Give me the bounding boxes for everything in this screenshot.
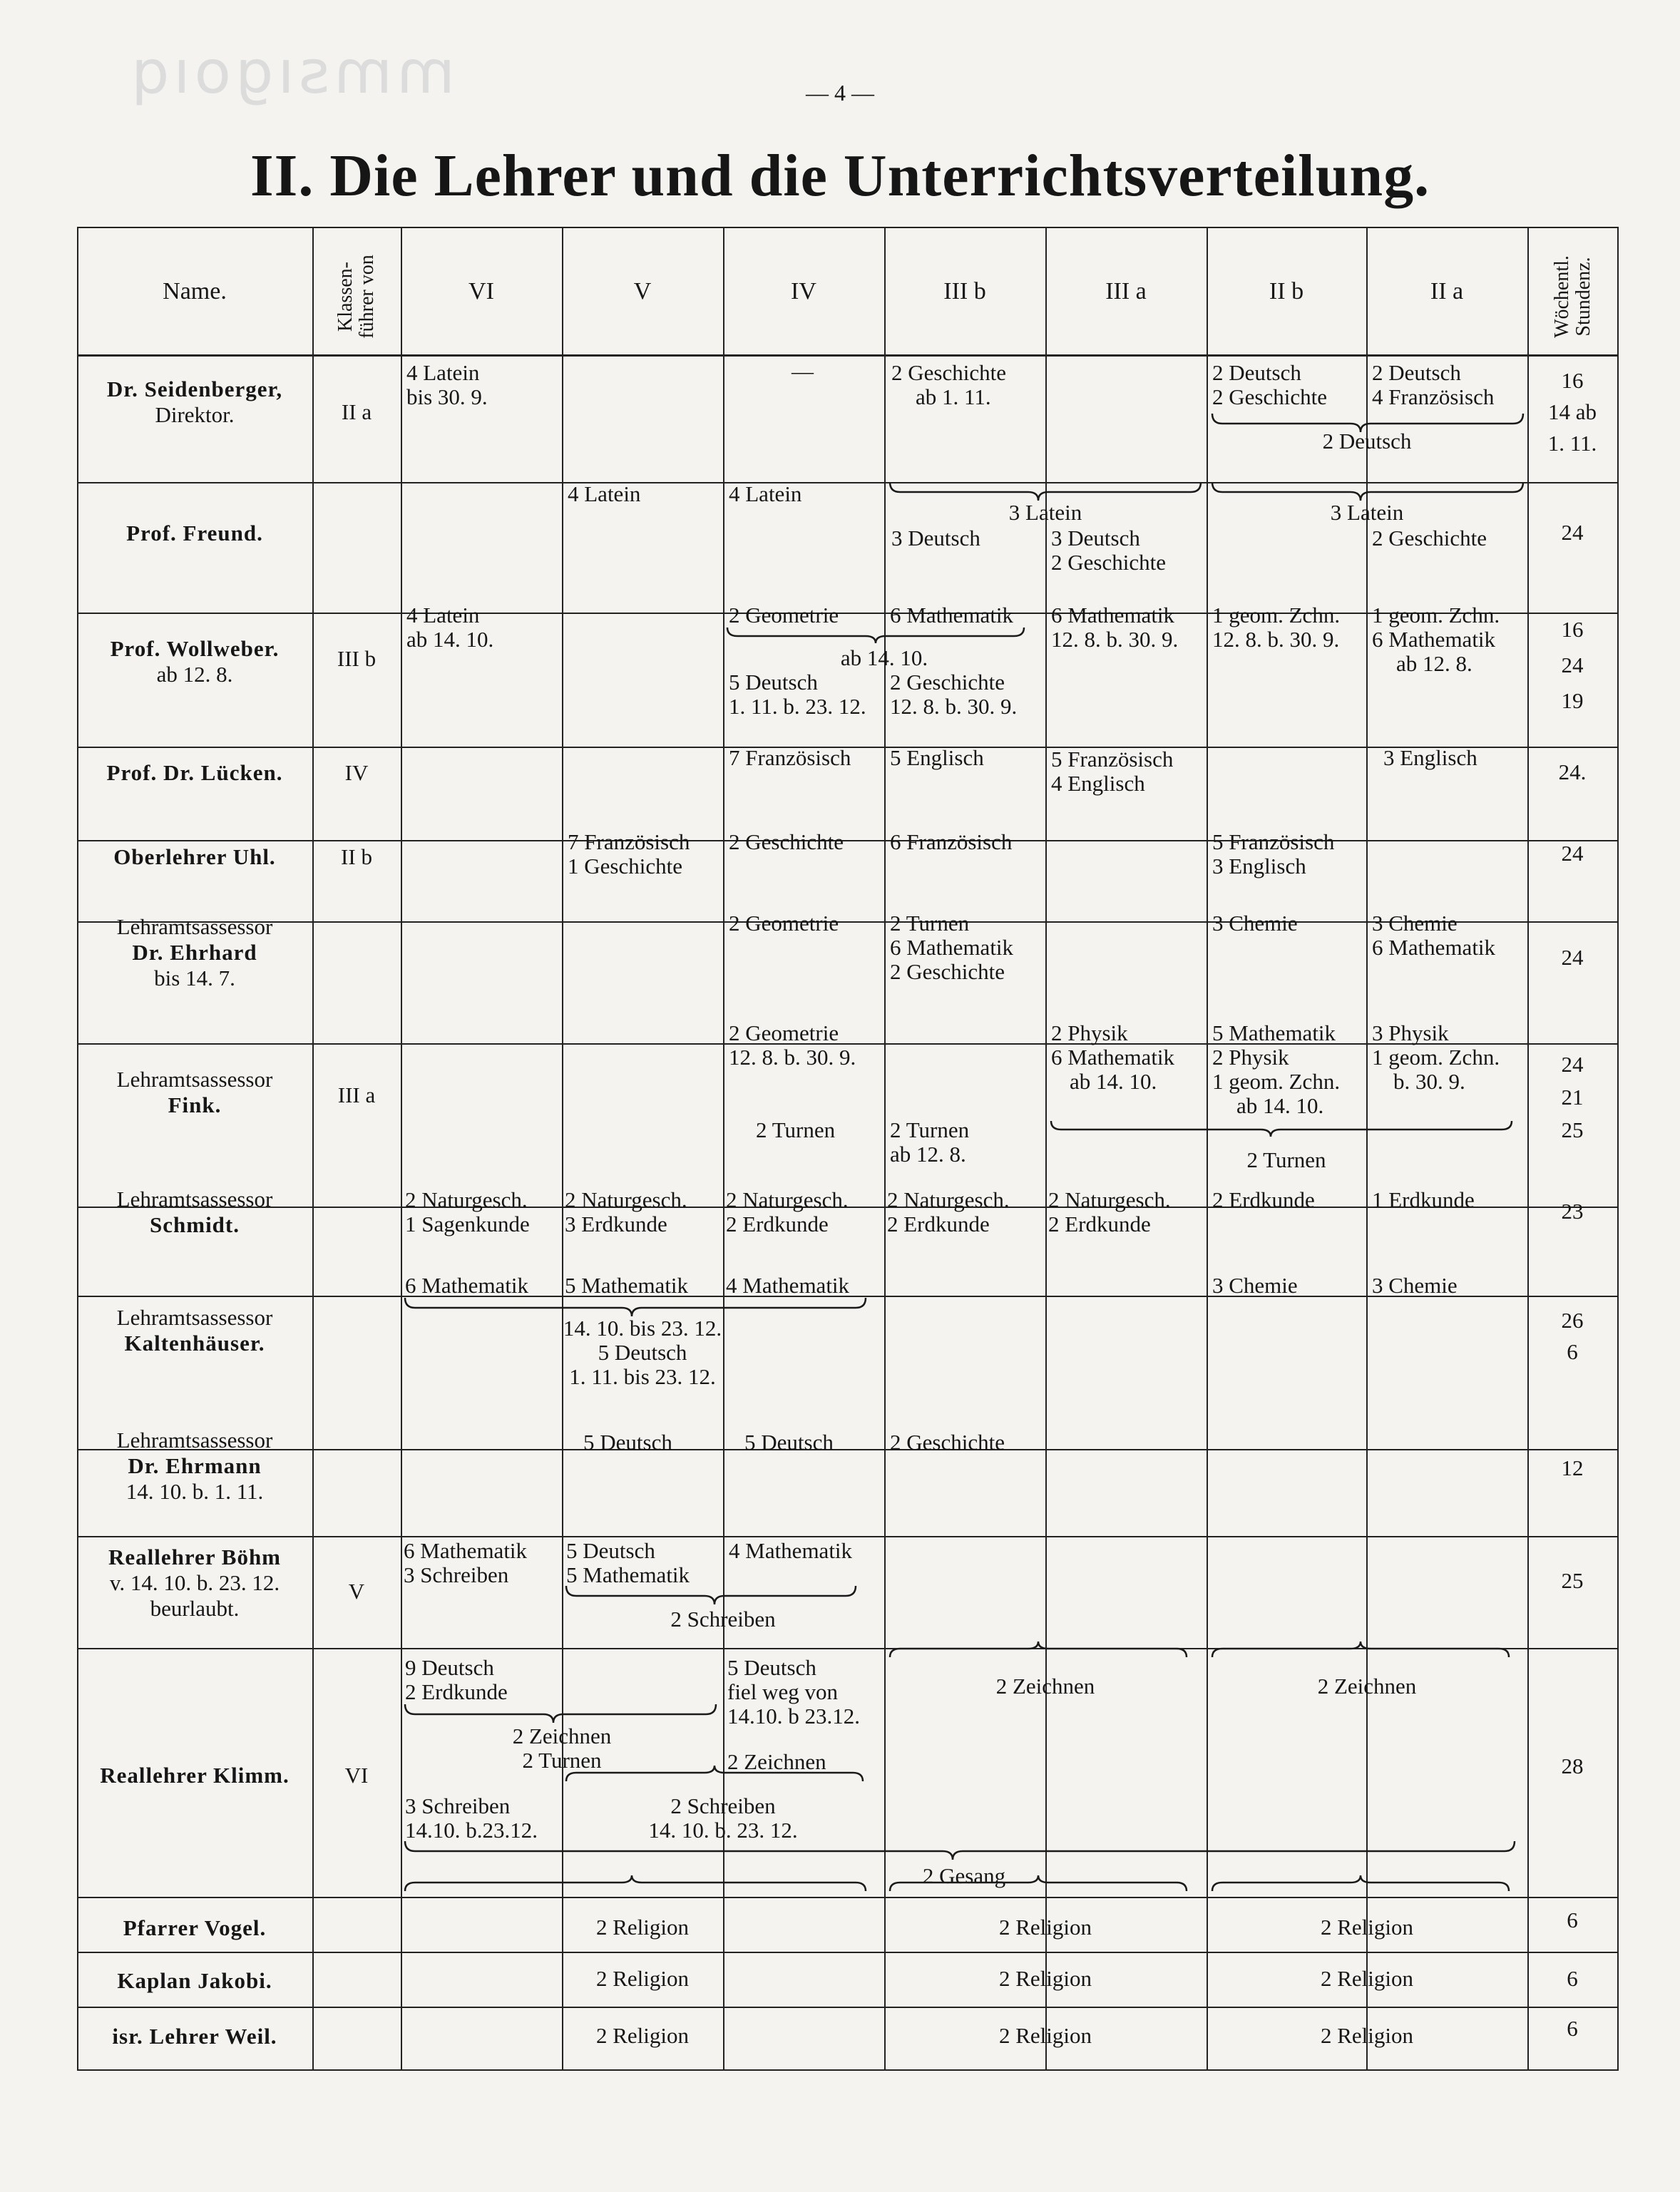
brace <box>405 1875 866 1891</box>
lesson-cell: 4 Latein ab 14. 10. <box>406 603 494 652</box>
lesson-cell: 5 Mathematik <box>565 1273 689 1298</box>
teacher-name: Kaplan Jakobi. <box>117 1968 272 1993</box>
lesson-cell: 2 Geschichte ab 1. 11. <box>891 360 1006 409</box>
lesson-cell: 5 Deutsch fiel weg von 14.10. b 23.12. <box>727 1655 860 1728</box>
lesson-cell: 3 Schreiben 14.10. b.23.12. <box>405 1793 538 1843</box>
weekly-hours: 23 <box>1561 1199 1584 1224</box>
brace <box>566 1586 856 1604</box>
lesson-span: 2 Religion <box>595 1915 690 1940</box>
lesson-cell: 7 Französisch 1 Geschichte <box>568 829 690 879</box>
lesson-cell: 4 Latein <box>568 481 641 506</box>
class-leader: III a <box>337 1082 376 1107</box>
header-class-vi: VI <box>468 278 494 304</box>
lesson-cell: 2 Deutsch 4 Französisch <box>1372 360 1495 409</box>
weekly-hours: 24 <box>1561 945 1584 970</box>
weekly-hours: 24. <box>1558 759 1587 784</box>
lesson-span: 2 Gesang <box>922 1863 1006 1888</box>
lesson-span: 2 Zeichnen <box>1317 1674 1417 1699</box>
lesson-cell: 6 Mathematik <box>890 603 1014 628</box>
teacher-name: Lehramtsassessor Kaltenhäuser. <box>116 1305 273 1356</box>
lesson-cell: 6 Französisch <box>890 829 1013 854</box>
lesson-cell: 9 Deutsch 2 Erdkunde <box>405 1655 508 1704</box>
teacher-name: Prof. Dr. Lücken. <box>106 760 283 785</box>
lesson-cell: 3 Deutsch <box>891 526 980 550</box>
teacher-name: Lehramtsassessor Schmidt. <box>116 1187 273 1237</box>
brace <box>566 1766 863 1781</box>
teacher-name: Pfarrer Vogel. <box>123 1915 267 1940</box>
lesson-cell: 2 Turnen 6 Mathematik 2 Geschichte <box>890 911 1014 984</box>
lesson-cell: 2 Geometrie <box>729 911 839 936</box>
lesson-cell: 5 Deutsch 1. 11. b. 23. 12. <box>729 670 866 719</box>
lesson-cell: 6 Mathematik 12. 8. b. 30. 9. <box>1051 603 1179 652</box>
lesson-span: 2 Religion <box>998 2023 1092 2048</box>
lesson-cell: 2 Turnen ab 12. 8. <box>890 1117 970 1167</box>
lesson-cell: 3 Physik 1 geom. Zchn. b. 30. 9. <box>1372 1020 1500 1094</box>
lesson-cell: 2 Deutsch 2 Geschichte <box>1212 360 1327 409</box>
weekly-hours: 6 <box>1567 1907 1578 1932</box>
weekly-hours: 24 21 25 <box>1561 1052 1584 1142</box>
lesson-cell: 2 Geschichte <box>890 1430 1005 1455</box>
brace <box>405 1841 1515 1860</box>
lesson-cell: 2 Zeichnen <box>727 1749 826 1774</box>
lesson-cell: 3 Englisch <box>1383 745 1477 770</box>
weekly-hours: 16 14 ab 1. 11. <box>1547 368 1597 456</box>
header-class-iv: IV <box>791 278 816 304</box>
weekly-hours: 6 <box>1567 1966 1578 1991</box>
lesson-cell: 5 Französisch 3 Englisch <box>1212 829 1335 879</box>
lesson-cell: 6 Mathematik <box>405 1273 529 1298</box>
weekly-hours: 24 <box>1561 520 1584 545</box>
lesson-cell: 5 Mathematik 2 Physik 1 geom. Zchn. ab 14. 10. <box>1212 1020 1341 1118</box>
teacher-name: Reallehrer Böhm v. 14. 10. b. 23. 12. beurlaubt. <box>108 1545 282 1621</box>
lesson-cell: 4 Latein bis 30. 9. <box>406 360 488 409</box>
weekly-hours: 12 <box>1561 1455 1584 1480</box>
weekly-hours: 28 <box>1561 1753 1584 1778</box>
page-number: — 4 — <box>806 80 874 106</box>
lesson-cell: 1 Erdkunde <box>1372 1187 1475 1212</box>
lesson-cell: 2 Turnen <box>756 1117 836 1142</box>
brace <box>1212 1875 1509 1891</box>
weekly-hours: 6 <box>1567 2016 1578 2041</box>
brace <box>1051 1121 1512 1137</box>
lesson-cell: 4 Mathematik <box>726 1273 850 1298</box>
lesson-span: 2 Religion <box>998 1966 1092 1991</box>
lesson-span: 2 Deutsch <box>1322 429 1412 454</box>
lesson-cell: 3 Deutsch 2 Geschichte <box>1051 526 1166 575</box>
lesson-cell: — <box>792 359 814 384</box>
class-leader: IV <box>344 760 369 785</box>
lesson-cell: 2 Naturgesch. 2 Erdkunde <box>1048 1187 1171 1236</box>
bleed-through-text: mmsıgoıq <box>127 37 456 107</box>
lesson-cell: 4 Latein <box>729 481 802 506</box>
lesson-span: 2 Schreiben <box>670 1607 776 1632</box>
lesson-span: 3 Latein <box>1008 500 1082 525</box>
header-class-iia: II a <box>1430 278 1464 304</box>
weekly-hours: 16 24 19 <box>1561 617 1584 713</box>
class-leader: II a <box>341 399 372 424</box>
weekly-hours: 25 <box>1561 1568 1584 1593</box>
weekly-hours: 26 6 <box>1561 1308 1584 1364</box>
brace <box>1212 482 1523 501</box>
lesson-cell: 2 Naturgesch. 2 Erdkunde <box>887 1187 1010 1236</box>
page-title: II. Die Lehrer und die Unterrichtsverteilung. <box>250 143 1430 209</box>
lesson-cell: 5 Deutsch 5 Mathematik <box>566 1538 690 1587</box>
brace <box>890 482 1201 501</box>
class-leader: VI <box>344 1763 369 1788</box>
header-class-v: V <box>633 278 652 304</box>
teacher-name: Reallehrer Klimm. <box>100 1763 290 1788</box>
lesson-span: 2 Turnen <box>1246 1147 1326 1172</box>
lesson-span: 14. 10. bis 23. 12. 5 Deutsch 1. 11. bis 23. 12. <box>563 1316 722 1389</box>
brace <box>890 1875 1187 1891</box>
teacher-name: Lehramtsassessor Fink. <box>116 1067 273 1117</box>
lesson-span: 2 Religion <box>998 1915 1092 1940</box>
lesson-span: 2 Zeichnen 2 Turnen <box>512 1724 612 1773</box>
lesson-cell: 2 Erdkunde <box>1212 1187 1315 1212</box>
lesson-cell: 2 Physik 6 Mathematik ab 14. 10. <box>1051 1020 1175 1094</box>
teacher-name: Lehramtsassessor Dr. Ehrhard bis 14. 7. <box>116 914 273 990</box>
lesson-cell: 3 Chemie <box>1372 1273 1458 1298</box>
lesson-span: 2 Religion <box>1320 1966 1414 1991</box>
lesson-cell: 2 Naturgesch. 3 Erdkunde <box>565 1187 687 1236</box>
lesson-span: 2 Religion <box>595 1966 690 1991</box>
class-leader: V <box>348 1579 365 1604</box>
lesson-cell: 2 Geschichte 12. 8. b. 30. 9. <box>890 670 1018 719</box>
lesson-cell: 5 Deutsch <box>744 1430 834 1455</box>
lesson-cell: 4 Mathematik <box>729 1538 853 1563</box>
weekly-hours: 24 <box>1561 841 1584 866</box>
lesson-span: 2 Religion <box>1320 1915 1414 1940</box>
class-leader: II b <box>341 844 372 869</box>
brace <box>405 1298 866 1316</box>
teacher-name: Dr. Seidenberger, Direktor. <box>106 377 283 427</box>
brace <box>1212 414 1523 432</box>
brace <box>405 1704 716 1723</box>
teacher-name: isr. Lehrer Weil. <box>112 2024 277 2049</box>
lesson-span: 2 Religion <box>595 2023 690 2048</box>
lesson-cell: 3 Chemie <box>1212 1273 1298 1298</box>
teacher-name: Prof. Freund. <box>126 521 263 546</box>
lesson-cell: 7 Französisch <box>729 745 851 770</box>
teacher-name: Oberlehrer Uhl. <box>113 844 276 869</box>
lesson-span: 3 Latein <box>1330 500 1404 525</box>
lesson-cell: 2 Naturgesch. 1 Sagenkunde <box>405 1187 530 1236</box>
lesson-cell: 1 geom. Zchn. 6 Mathematik ab 12. 8. <box>1372 603 1500 676</box>
lesson-cell: 3 Chemie 6 Mathematik <box>1372 911 1496 960</box>
brace <box>727 628 1024 643</box>
lesson-span: 2 Zeichnen <box>995 1674 1095 1699</box>
lesson-cell: 5 Englisch <box>890 745 984 770</box>
lesson-cell: 3 Chemie <box>1212 911 1298 936</box>
header-class-iiia: III a <box>1105 278 1147 304</box>
lesson-span: 2 Religion <box>1320 2023 1414 2048</box>
lesson-cell: 6 Mathematik 3 Schreiben <box>404 1538 528 1587</box>
lesson-span: ab 14. 10. <box>840 645 928 670</box>
class-leader: III b <box>337 646 377 671</box>
header-weekly-hours: Wöchentl. Stundenz. <box>1551 255 1594 338</box>
teacher-name: Lehramtsassessor Dr. Ehrmann 14. 10. b. 1. 11. <box>116 1428 273 1504</box>
header-name: Name. <box>163 278 227 304</box>
brace <box>890 1642 1187 1657</box>
lesson-cell: 2 Geometrie <box>729 603 839 628</box>
lesson-cell: 2 Geschichte <box>729 829 844 854</box>
lesson-cell: 2 Geschichte <box>1372 526 1487 550</box>
lesson-cell: 1 geom. Zchn. 12. 8. b. 30. 9. <box>1212 603 1341 652</box>
lesson-span: 2 Schreiben 14. 10. b. 23. 12. <box>648 1793 798 1843</box>
lesson-cell: 2 Naturgesch. 2 Erdkunde <box>726 1187 849 1236</box>
header-class-iiib: III b <box>943 278 986 304</box>
lesson-cell: 5 Französisch 4 Englisch <box>1051 747 1174 796</box>
teacher-name: Prof. Wollweber. ab 12. 8. <box>110 636 280 687</box>
lesson-cell: 2 Geometrie 12. 8. b. 30. 9. <box>729 1020 856 1070</box>
lesson-cell: 5 Deutsch <box>583 1430 672 1455</box>
brace <box>1212 1642 1509 1657</box>
header-class-iib: II b <box>1269 278 1304 304</box>
header-klassenfuehrer: Klassen- führer von <box>334 255 378 339</box>
